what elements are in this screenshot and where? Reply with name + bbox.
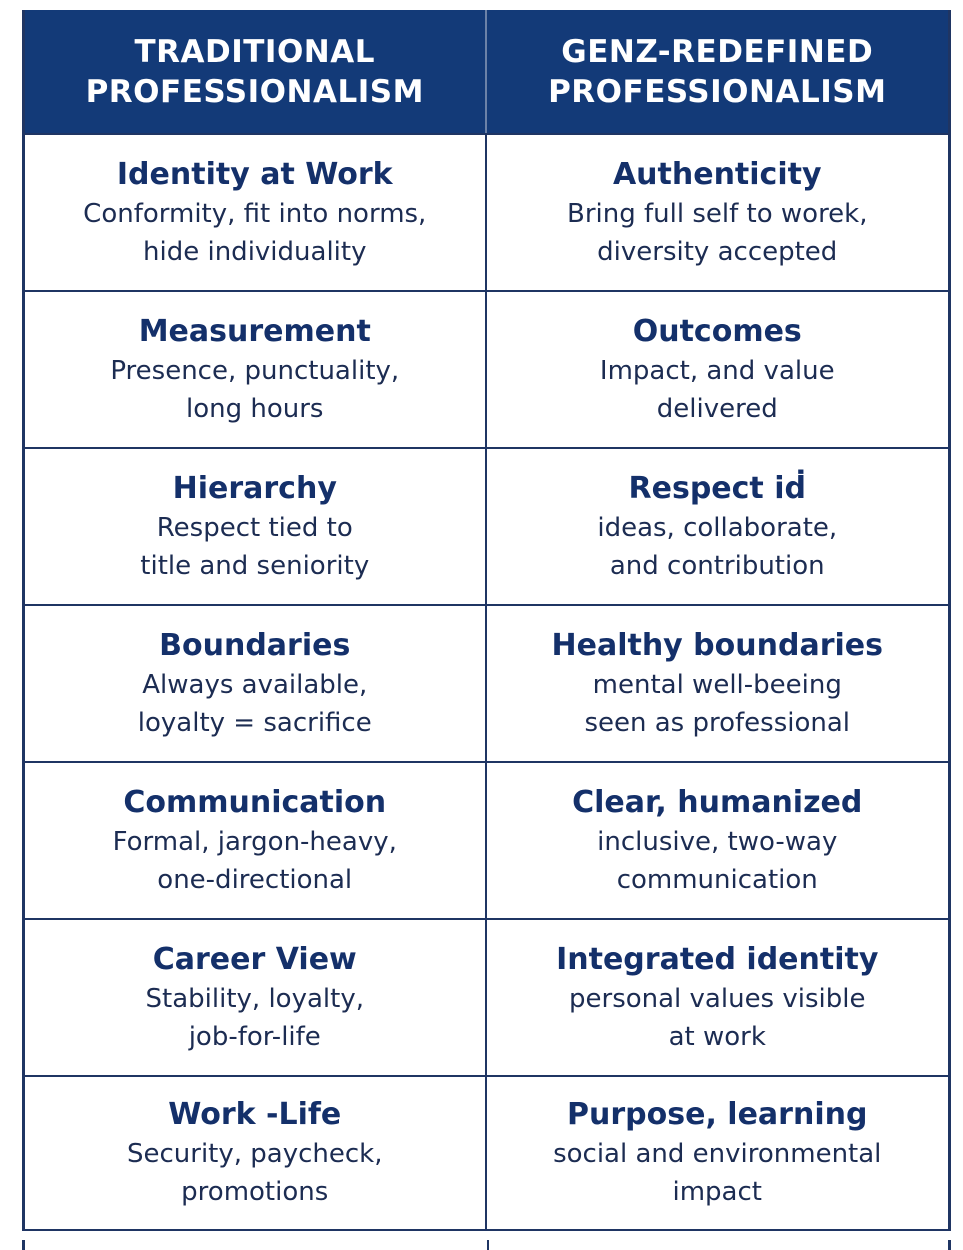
row-description: Always available, loyalty = sacrifice xyxy=(137,669,372,738)
traditional-cell xyxy=(25,763,487,918)
row-title: Clear, humanized xyxy=(572,784,863,820)
row-title: Outcomes xyxy=(632,313,802,349)
row-title: Work -Life xyxy=(168,1097,342,1132)
traditional-cell xyxy=(25,606,487,761)
header-traditional: TRADITIONAL PROFESSIONALISM xyxy=(25,10,487,133)
traditional-cell xyxy=(25,1077,487,1229)
row-title: Identity at Work xyxy=(116,156,393,192)
table-row xyxy=(25,918,948,1075)
row-title: Healthy boundaries xyxy=(551,627,883,663)
row-description: Respect tied to title and seniority xyxy=(140,512,370,581)
row-title: Respect iḋ xyxy=(628,470,806,506)
row-description: Impact, and value delivered xyxy=(599,355,835,424)
row-description: Presence, punctuality, long hours xyxy=(110,355,400,424)
genz-cell xyxy=(487,292,949,447)
row-description: Conformity, fit into norms, hide individuality xyxy=(83,198,427,267)
row-description: inclusive, two-way communication xyxy=(597,826,838,895)
comparison-table xyxy=(22,10,951,1231)
row-title: Integrated identity xyxy=(556,941,879,977)
table-row xyxy=(25,133,948,290)
row-title: Authenticity xyxy=(612,156,822,192)
table-row xyxy=(25,290,948,447)
row-description: Security, paycheck, promotions xyxy=(126,1139,383,1207)
row-description: social and environmental impact xyxy=(553,1139,882,1207)
column-divider xyxy=(487,1240,489,1250)
header-genz: GENZ-REDEFINED PROFESSIONALISM xyxy=(548,33,887,110)
table-continuation xyxy=(22,1240,951,1250)
row-title: Boundaries xyxy=(159,627,351,663)
row-description: Formal, jargon-heavy, one-directional xyxy=(112,826,397,895)
row-title: Career View xyxy=(152,941,357,977)
genz-cell xyxy=(487,763,949,918)
table-row xyxy=(25,604,948,761)
row-description: Bring full self to worek, diversity accepted xyxy=(567,198,868,267)
row-title: Measurement xyxy=(138,313,371,349)
traditional-cell xyxy=(25,920,487,1075)
genz-cell xyxy=(487,449,949,604)
traditional-cell xyxy=(25,292,487,447)
row-description: personal values visible at work xyxy=(569,983,866,1052)
genz-cell xyxy=(487,606,949,761)
row-description: Stability, loyalty, job-for-life xyxy=(145,983,364,1052)
row-description: mental well-beeing seen as professional xyxy=(584,669,851,738)
table-row xyxy=(25,761,948,918)
row-title: Purpose, learning xyxy=(567,1097,868,1132)
traditional-cell xyxy=(25,135,487,290)
table-header xyxy=(25,10,948,133)
traditional-cell xyxy=(25,449,487,604)
genz-cell xyxy=(487,920,949,1075)
row-title: Hierarchy xyxy=(172,470,337,506)
table-row xyxy=(25,1075,948,1231)
row-description: ideas, collaborate, and contribution xyxy=(597,512,838,581)
row-title: Communication xyxy=(123,784,387,820)
table-row xyxy=(25,447,948,604)
genz-cell xyxy=(487,1077,949,1229)
genz-cell xyxy=(487,135,949,290)
